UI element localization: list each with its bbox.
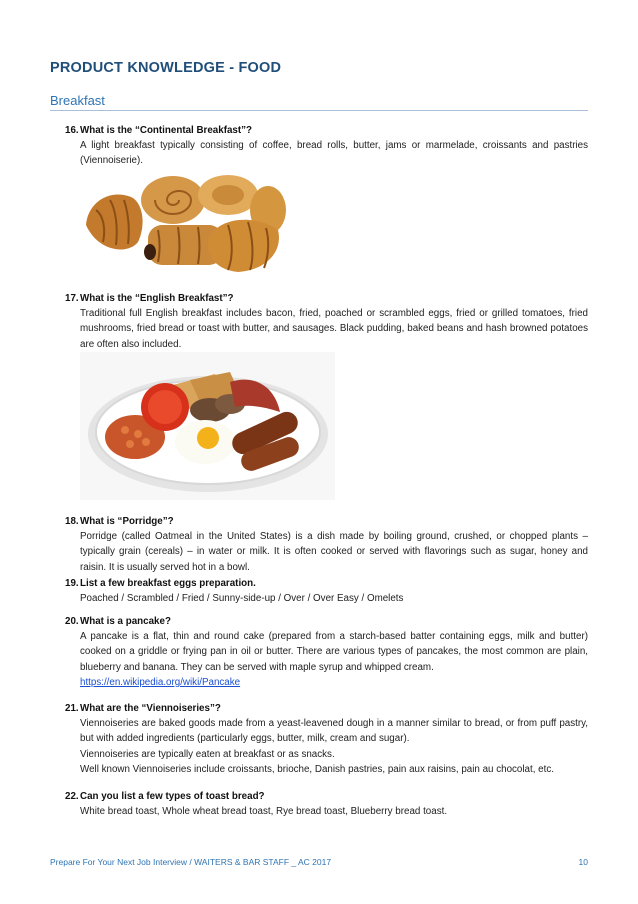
question-19: [65, 576, 588, 606]
pancake-wiki-link[interactable]: https://en.wikipedia.org/wiki/Pancake: [80, 676, 241, 688]
question-text: What is the “English Breakfast”?: [80, 293, 234, 304]
question-number: 18.: [65, 516, 79, 527]
question-number: 19.: [65, 578, 79, 589]
question-number: 17.: [65, 293, 79, 304]
page-number: 10: [578, 857, 588, 867]
question-number: 20.: [65, 616, 79, 627]
answer-text: A pancake is a flat, thin and round cake (prepared from a starch-based batter containing eggs, milk and butter) cooked on a griddle or frying pan in oil or butter. There are various types of pancakes, the most common are plain, blueberry and banana. They can be served with maple syrup and whipped cream.: [80, 631, 588, 673]
page-footer: [50, 857, 588, 867]
answer-text: Porridge (called Oatmeal in the United States) is a dish made by boiling ground, crushed, or chopped plants – typically grain (cereals) – in water or milk. It is often cooked or served with flavorings such as sugar, honey and raisin. It is usually served hot in a bowl.: [80, 531, 588, 573]
answer-text: Viennoiseries are baked goods made from a yeast-leavened dough in a manner similar to bread, or from puff pastry, but with added ingredients (particularly eggs, butter, milk, cream and sugar).: [80, 718, 588, 745]
english-breakfast-photo: [80, 352, 335, 500]
question-text: What is a pancake?: [80, 616, 171, 627]
section-divider: [50, 110, 588, 111]
answer-text: Well known Viennoiseries include croissants, brioche, Danish pastries, pain aux raisins, pain au chocolat, etc.: [80, 763, 554, 775]
answer-text: Viennoiseries are typically eaten at breakfast or as snacks.: [80, 748, 335, 760]
question-number: 21.: [65, 703, 79, 714]
question-21: [65, 701, 588, 777]
question-number: 16.: [65, 125, 79, 136]
question-text: What is the “Continental Breakfast”?: [80, 125, 253, 136]
question-text: List a few breakfast eggs preparation.: [80, 578, 256, 589]
footer-text: Prepare For Your Next Job Interview / WAITERS & BAR STAFF _ AC 2017: [50, 857, 332, 867]
answer-text: White bread toast, Whole wheat bread toast, Rye bread toast, Blueberry bread toast.: [80, 806, 448, 818]
question-16: [65, 123, 588, 169]
question-18: [65, 514, 588, 575]
answer-text: Traditional full English breakfast includes bacon, fried, poached or scrambled eggs, fried or grilled tomatoes, fried mushrooms, fried bread or toast with butter, and sausages. Black pudding, baked beans and hash browned potatoes are often also included.: [80, 308, 588, 350]
pastries-photo: [78, 170, 288, 280]
question-text: Can you list a few types of toast bread?: [80, 791, 265, 802]
section-heading: Breakfast: [50, 93, 105, 108]
answer-text: Poached / Scrambled / Fried / Sunny-side-up / Over / Over Easy / Omelets: [80, 593, 404, 605]
question-text: What are the “Viennoiseries”?: [80, 703, 221, 714]
question-number: 22.: [65, 791, 79, 802]
page-title: PRODUCT KNOWLEDGE - FOOD: [50, 60, 282, 76]
question-22: [65, 789, 588, 819]
question-20: [65, 614, 588, 690]
answer-text: A light breakfast typically consisting of coffee, bread rolls, butter, jams or marmelade, croissants and pastries (Viennoiserie).: [80, 140, 588, 167]
question-text: What is “Porridge”?: [80, 516, 174, 527]
question-17: [65, 291, 588, 352]
